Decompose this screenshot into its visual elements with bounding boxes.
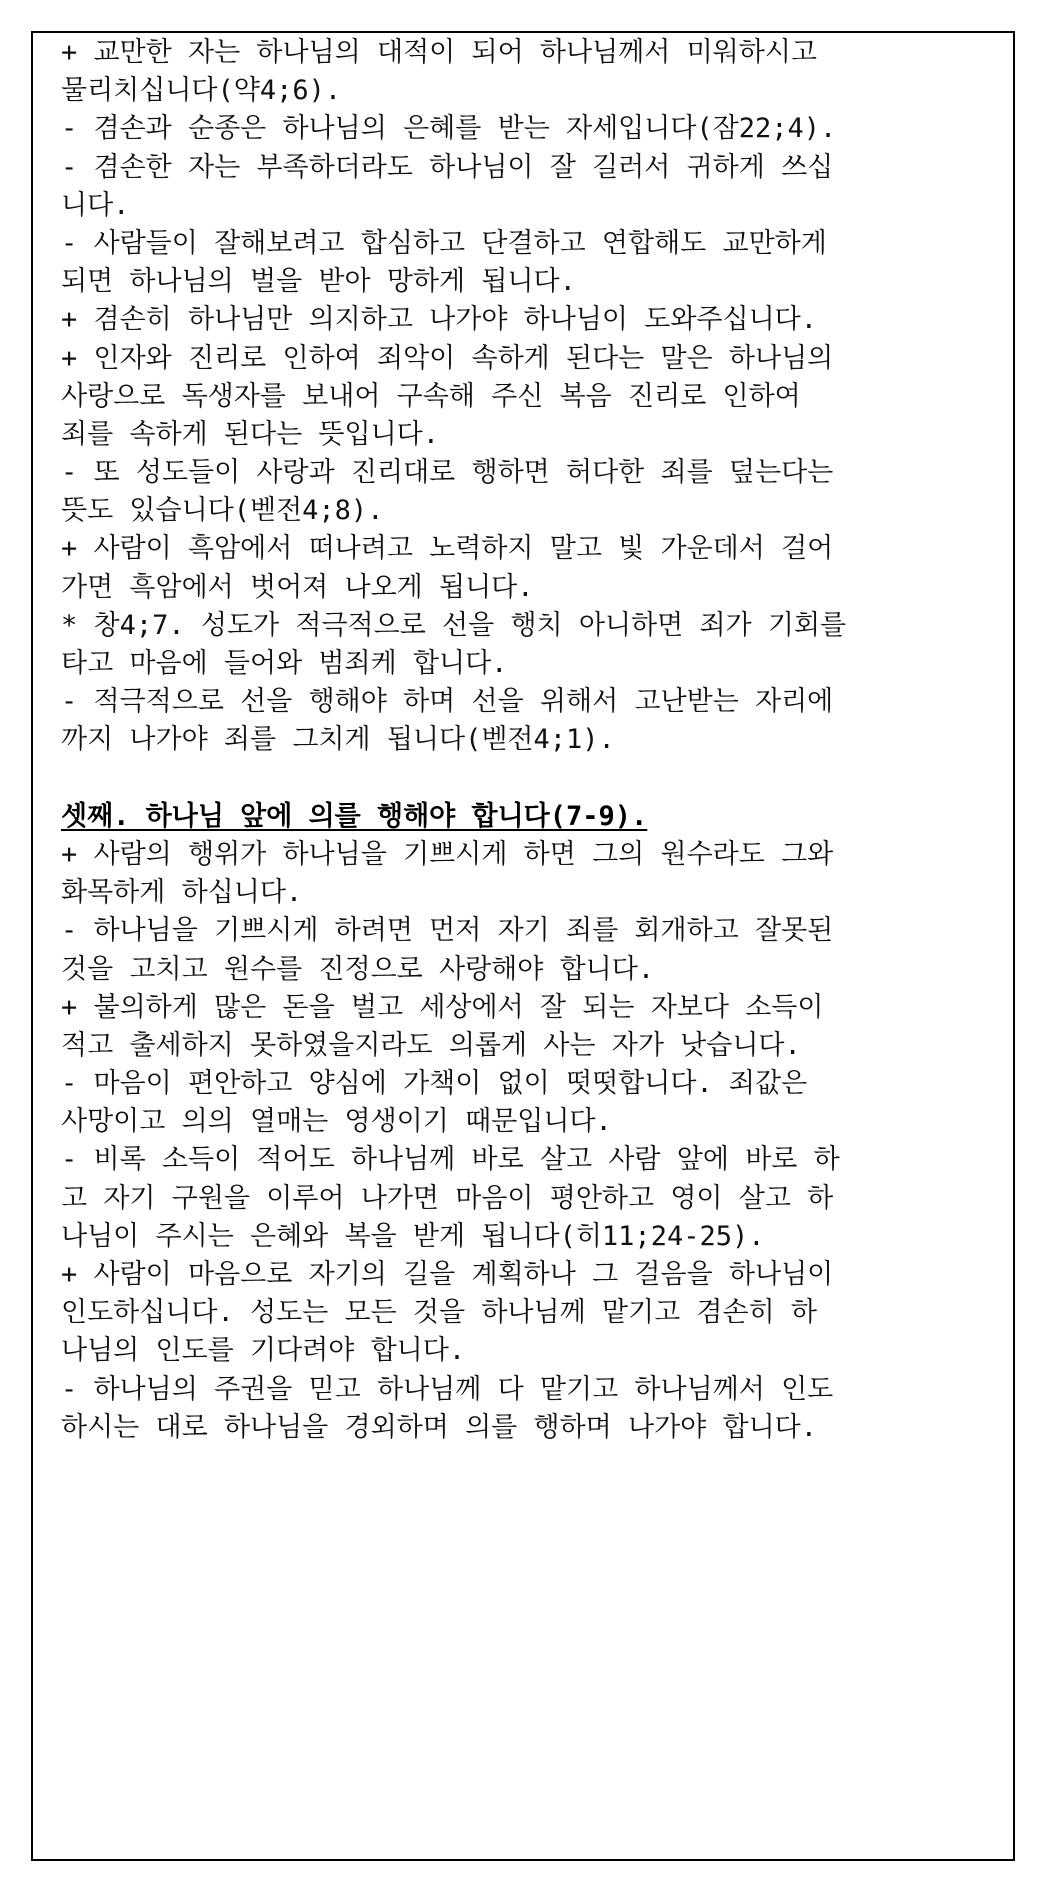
text-line: 하시는 대로 하나님을 경외하며 의를 행하며 나가야 합니다. <box>61 1411 818 1443</box>
text-line: 가면 흑암에서 벗어져 나오게 됩니다. <box>61 571 534 603</box>
text-line: 화목하게 하십니다. <box>61 877 303 909</box>
text-line: + 교만한 자는 하나님의 대적이 되어 하나님께서 미워하시고 <box>61 37 818 68</box>
text-line: 사랑으로 독생자를 보내어 구속해 주신 복음 진리로 인하여 <box>61 380 801 412</box>
text-line: + 사람의 행위가 하나님을 기쁘시게 하면 그의 원수라도 그와 <box>61 838 834 870</box>
text-line: 것을 고치고 원수를 진정으로 사랑해야 합니다. <box>61 953 655 985</box>
text-line: - 적극적으로 선을 행해야 하며 선을 위해서 고난받는 자리에 <box>61 686 834 718</box>
text-line: 나님이 주시는 은혜와 복을 받게 됩니다(히11;24-25). <box>61 1220 765 1252</box>
text-line: 인도하십니다. 성도는 모든 것을 하나님께 맡기고 겸손히 하 <box>61 1297 818 1329</box>
text-line: 타고 마음에 들어와 범죄케 합니다. <box>61 648 508 679</box>
text-line: + 사람이 흑암에서 떠나려고 노력하지 말고 빛 가운데서 걸어 <box>61 533 834 565</box>
text-line: 사망이고 의의 열매는 영생이기 때문입니다. <box>61 1106 612 1138</box>
text-line: + 불의하게 많은 돈을 벌고 세상에서 잘 되는 자보다 소득이 <box>61 991 824 1023</box>
text-line: * 창4;7. 성도가 적극적으로 선을 행치 아니하면 죄가 기회를 <box>61 609 847 641</box>
blank-line <box>61 760 1011 798</box>
text-line: - 겸손한 자는 부족하더라도 하나님이 잘 길러서 귀하게 쓰십 <box>61 151 834 183</box>
text-line: 고 자기 구원을 이루어 나가면 마음이 평안하고 영이 살고 하 <box>61 1182 834 1214</box>
text-line: 적고 출세하지 못하였을지라도 의롭게 사는 자가 낫습니다. <box>61 1029 801 1061</box>
text-line: 되면 하나님의 벌을 받아 망하게 됩니다. <box>61 266 576 298</box>
section-heading <box>61 798 1011 836</box>
text-line: + 인자와 진리로 인하여 죄악이 속하게 된다는 말은 하나님의 <box>61 342 834 374</box>
text-line: 니다. <box>61 189 130 221</box>
text-line: 죄를 속하게 된다는 뜻입니다. <box>61 418 440 450</box>
text-line: + 사람이 마음으로 자기의 길을 계획하나 그 걸음을 하나님이 <box>61 1259 834 1290</box>
text-line: - 겸손과 순종은 하나님의 은혜를 받는 자세입니다(잠22;4). <box>61 113 837 145</box>
text-line: 까지 나가야 죄를 그치게 됩니다(벧전4;1). <box>61 724 615 756</box>
text-line: - 비록 소득이 적어도 하나님께 바로 살고 사람 앞에 바로 하 <box>61 1144 840 1176</box>
section-heading-text: 셋째. 하나님 앞에 의를 행해야 합니다(7-9). <box>61 800 648 832</box>
text-line: - 하나님의 주권을 믿고 하나님께 다 맡기고 하나님께서 인도 <box>61 1373 834 1405</box>
text-line: - 사람들이 잘해보려고 합심하고 단결하고 연합해도 교만하게 <box>61 227 827 259</box>
text-line: - 또 성도들이 사랑과 진리대로 행하면 허다한 죄를 덮는다는 <box>61 457 834 489</box>
text-line: 물리치십니다(약4;6). <box>61 75 342 107</box>
text-line: - 마음이 편안하고 양심에 가책이 없이 떳떳합니다. 죄값은 <box>61 1068 808 1100</box>
document-text <box>61 34 1011 1447</box>
text-line: + 겸손히 하나님만 의지하고 나가야 하나님이 도와주십니다. <box>61 304 818 336</box>
text-line: - 하나님을 기쁘시게 하려면 먼저 자기 죄를 회개하고 잘못된 <box>61 915 834 947</box>
text-line: 나님의 인도를 기다려야 합니다. <box>61 1335 466 1367</box>
text-line: 뜻도 있습니다(벧전4;8). <box>61 495 384 527</box>
